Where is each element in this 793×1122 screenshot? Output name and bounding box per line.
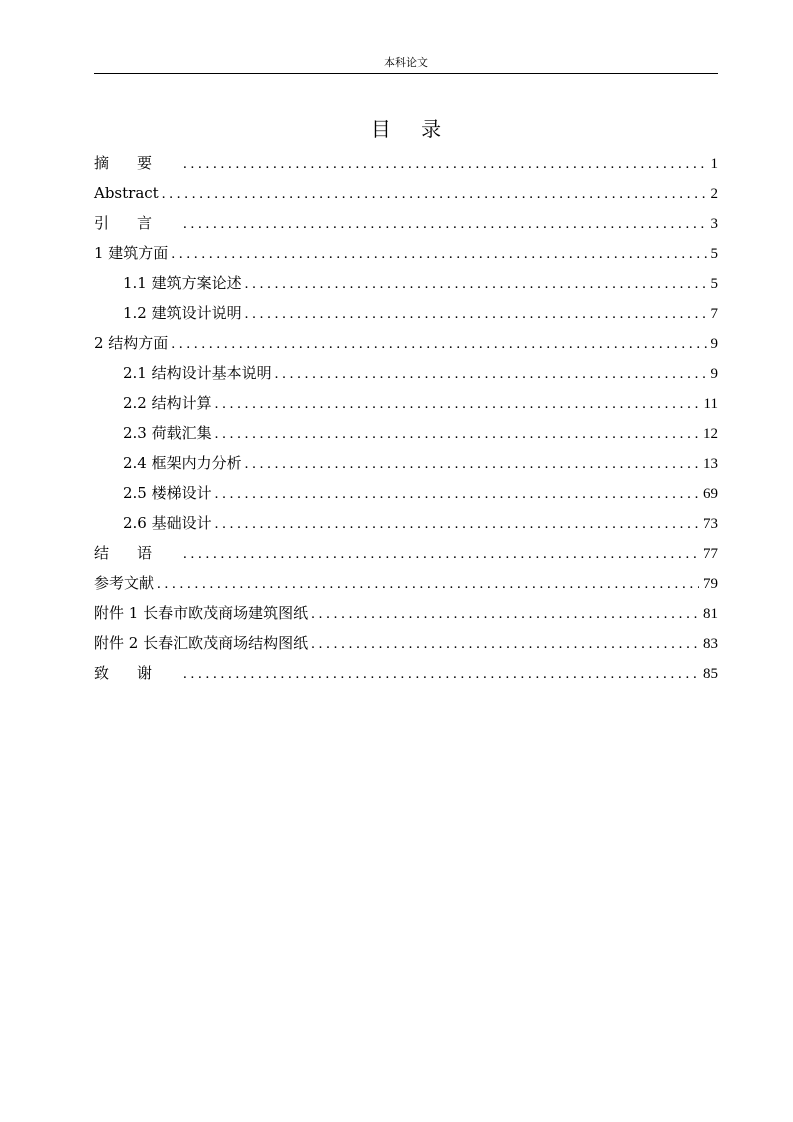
toc-entry[interactable] bbox=[94, 658, 718, 688]
header-rule bbox=[94, 73, 718, 74]
toc-entry[interactable] bbox=[94, 178, 718, 208]
toc-dot-leader bbox=[215, 479, 699, 509]
toc-entry[interactable] bbox=[94, 148, 718, 178]
toc-dot-leader bbox=[245, 299, 707, 329]
toc-dot-leader bbox=[311, 629, 699, 659]
toc-dot-leader bbox=[245, 269, 707, 299]
toc-dot-leader bbox=[183, 539, 699, 569]
toc-page-number: 79 bbox=[703, 576, 718, 592]
toc-dot-leader bbox=[183, 149, 706, 179]
toc-entry-label: 摘要 bbox=[94, 154, 181, 172]
toc-entry-label: 引言 bbox=[94, 214, 181, 232]
toc-entry-label: 结语 bbox=[94, 544, 181, 562]
toc-entry-label: 2.6 基础设计 bbox=[123, 514, 212, 532]
toc-dot-leader bbox=[215, 389, 700, 419]
toc-entry[interactable] bbox=[94, 478, 718, 508]
toc-dot-leader bbox=[157, 569, 699, 599]
toc-dot-leader bbox=[311, 599, 699, 629]
toc-page-number: 77 bbox=[703, 546, 718, 562]
toc-entry-label: 附件 1 长春市欧茂商场建筑图纸 bbox=[94, 604, 309, 622]
toc-page-number: 81 bbox=[703, 606, 718, 622]
toc-entry-label: 参考文献 bbox=[94, 574, 155, 592]
toc-entry-label: Abstract bbox=[94, 184, 159, 202]
toc-entry-label: 2.3 荷载汇集 bbox=[123, 424, 212, 442]
toc-page-number: 69 bbox=[703, 486, 718, 502]
toc-page-number: 2 bbox=[710, 186, 718, 202]
toc-entry[interactable] bbox=[94, 598, 718, 628]
toc-page-number: 9 bbox=[710, 366, 718, 382]
toc-entry[interactable] bbox=[94, 208, 718, 238]
toc-dot-leader bbox=[162, 179, 707, 209]
toc-entry-label: 2.4 框架内力分析 bbox=[123, 454, 242, 472]
toc-entry[interactable] bbox=[94, 358, 718, 388]
toc-entry-label: 致谢 bbox=[94, 664, 181, 682]
toc-entry[interactable] bbox=[94, 628, 718, 658]
toc-entry[interactable] bbox=[94, 388, 718, 418]
toc-entry[interactable] bbox=[94, 568, 718, 598]
toc-entry-label: 2.5 楼梯设计 bbox=[123, 484, 212, 502]
toc-page-number: 83 bbox=[703, 636, 718, 652]
toc-dot-leader bbox=[183, 209, 706, 239]
table-of-contents bbox=[94, 148, 718, 688]
toc-dot-leader bbox=[275, 359, 707, 389]
toc-entry[interactable] bbox=[94, 238, 718, 268]
toc-page-number: 73 bbox=[703, 516, 718, 532]
toc-dot-leader bbox=[183, 659, 699, 689]
toc-entry-label: 2 结构方面 bbox=[94, 334, 169, 352]
toc-entry[interactable] bbox=[94, 508, 718, 538]
toc-entry-label: 1.1 建筑方案论述 bbox=[123, 274, 242, 292]
toc-page-number: 85 bbox=[703, 666, 718, 682]
toc-entry-label: 1.2 建筑设计说明 bbox=[123, 304, 242, 322]
running-header: 本科论文 bbox=[384, 56, 428, 69]
toc-entry[interactable] bbox=[94, 268, 718, 298]
toc-entry-label: 附件 2 长春汇欧茂商场结构图纸 bbox=[94, 634, 309, 652]
toc-page-number: 11 bbox=[703, 396, 718, 412]
toc-entry[interactable] bbox=[94, 448, 718, 478]
toc-entry-label: 2.1 结构设计基本说明 bbox=[123, 364, 272, 382]
toc-entry-label: 1 建筑方面 bbox=[94, 244, 169, 262]
toc-page-number: 5 bbox=[710, 276, 718, 292]
toc-entry-label: 2.2 结构计算 bbox=[123, 394, 212, 412]
toc-dot-leader bbox=[171, 239, 706, 269]
toc-entry[interactable] bbox=[94, 328, 718, 358]
toc-page-number: 1 bbox=[710, 156, 718, 172]
toc-dot-leader bbox=[171, 329, 706, 359]
toc-page-number: 5 bbox=[710, 246, 718, 262]
toc-title: 目 录 bbox=[370, 117, 454, 141]
toc-page-number: 7 bbox=[710, 306, 718, 322]
toc-page-number: 9 bbox=[710, 336, 718, 352]
toc-page-number: 3 bbox=[710, 216, 718, 232]
toc-entry[interactable] bbox=[94, 298, 718, 328]
toc-dot-leader bbox=[215, 419, 699, 449]
toc-dot-leader bbox=[215, 509, 699, 539]
toc-entry[interactable] bbox=[94, 418, 718, 448]
toc-entry[interactable] bbox=[94, 538, 718, 568]
toc-page-number: 12 bbox=[703, 426, 718, 442]
toc-dot-leader bbox=[245, 449, 699, 479]
toc-page-number: 13 bbox=[703, 456, 718, 472]
